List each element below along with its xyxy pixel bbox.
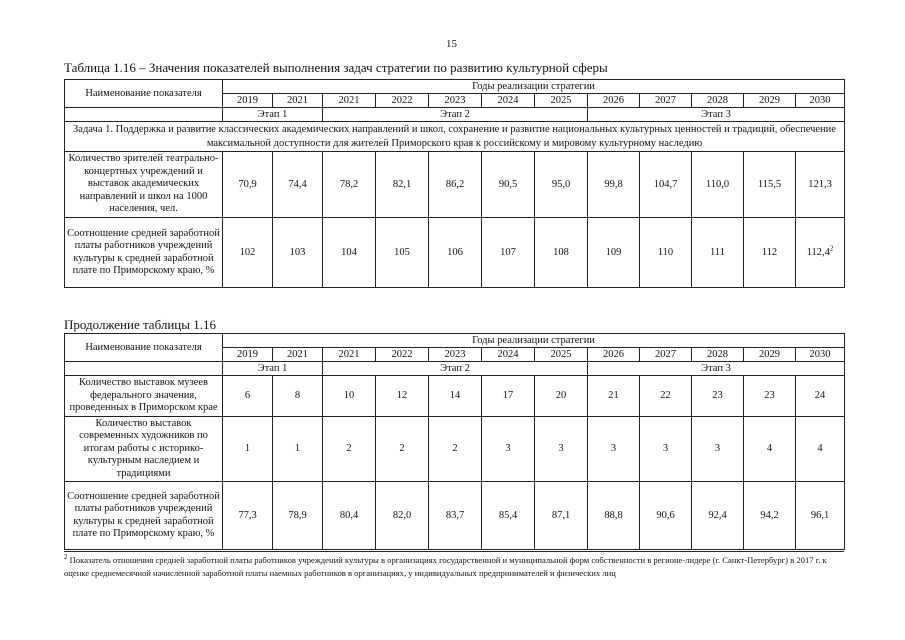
- value-cell: 74,4: [273, 152, 323, 218]
- value-cell: 88,8: [588, 482, 640, 550]
- indicator-name: Количество выставок музеев федерального значения, проведенных в Приморском крае: [65, 376, 223, 417]
- value-cell: 95,0: [535, 152, 588, 218]
- value-cell: 3: [588, 417, 640, 482]
- value-cell: 2: [376, 417, 429, 482]
- indicator-name: Соотношение средней заработной платы работников учреждений культуры к средней заработной плате по Приморскому краю, %: [65, 482, 223, 550]
- value-cell: 102: [223, 218, 273, 288]
- value-cell: 106: [429, 218, 482, 288]
- value-cell: 82,1: [376, 152, 429, 218]
- indicators-table: [64, 79, 845, 288]
- value-cell: 6: [223, 376, 273, 417]
- value-cell: 3: [535, 417, 588, 482]
- year-cell: 2028: [692, 348, 744, 362]
- value-cell: 20: [535, 376, 588, 417]
- year-cell: 2029: [744, 94, 796, 108]
- header-indicator: Наименование показателя: [65, 334, 223, 362]
- value-cell: 12: [376, 376, 429, 417]
- year-cell: 2024: [482, 94, 535, 108]
- table-row: [65, 376, 845, 417]
- footnote-marker: 2: [64, 553, 68, 562]
- empty-cell: [65, 362, 223, 376]
- year-cell: 2029: [744, 348, 796, 362]
- value-cell: 23: [692, 376, 744, 417]
- table-row: [65, 482, 845, 550]
- value-cell: 110: [640, 218, 692, 288]
- table-row: [65, 218, 845, 288]
- table-row: [65, 152, 845, 218]
- year-cell: 2019: [223, 348, 273, 362]
- header-years-group: Годы реализации стратегии: [223, 334, 845, 348]
- value-cell: 104,7: [640, 152, 692, 218]
- value-cell: 96,1: [796, 482, 845, 550]
- value-cell: 4: [744, 417, 796, 482]
- header-indicator: Наименование показателя: [65, 80, 223, 108]
- value-cell: 103: [273, 218, 323, 288]
- indicator-name: Соотношение средней заработной платы работников учреждений культуры к средней заработной плате по Приморскому краю, %: [65, 218, 223, 288]
- year-cell: 2027: [640, 348, 692, 362]
- year-cell: 2025: [535, 94, 588, 108]
- indicators-table-continued: [64, 333, 845, 550]
- value-cell: 23: [744, 376, 796, 417]
- value-cell: 90,5: [482, 152, 535, 218]
- value-cell: 14: [429, 376, 482, 417]
- year-cell: 2021: [273, 94, 323, 108]
- value-cell: 2: [429, 417, 482, 482]
- value-cell: 2: [323, 417, 376, 482]
- value-cell: 3: [692, 417, 744, 482]
- value-cell-with-footnote: [796, 218, 845, 288]
- indicator-name: Количество зрителей театрально-концертных учреждений и выставок академических направлений и школ на 1000 населения, чел.: [65, 152, 223, 218]
- year-cell: 2021: [323, 348, 376, 362]
- indicator-name: Количество выставок современных художников по итогам работы с историко-культурным наследием и традициями: [65, 417, 223, 482]
- value-cell: 110,0: [692, 152, 744, 218]
- stage-1-cell: Этап 1: [223, 362, 323, 376]
- stage-1-cell: Этап 1: [223, 108, 323, 122]
- value-cell: 121,3: [796, 152, 845, 218]
- table-continuation-caption: Продолжение таблицы 1.16: [64, 317, 216, 332]
- value-cell: 4: [796, 417, 845, 482]
- value-cell: 111: [692, 218, 744, 288]
- value-cell: 85,4: [482, 482, 535, 550]
- footnote-text: Показатель отношения средней заработной платы работников учреждений культуры в организациях государственной и муниципальной форм собственности в регионе-лидере (г. Санкт-Петербург) в 2017 г. к оценке среднемесячной начисленной заработной платы наемных работников в организациях, у индивидуальных предпринимателей и физических лиц: [64, 555, 827, 578]
- year-cell: 2026: [588, 348, 640, 362]
- value-cell: 87,1: [535, 482, 588, 550]
- value-cell: 90,6: [640, 482, 692, 550]
- year-cell: 2022: [376, 348, 429, 362]
- value-cell: 3: [640, 417, 692, 482]
- year-cell: 2030: [796, 348, 845, 362]
- value-cell: 86,2: [429, 152, 482, 218]
- value-cell: 108: [535, 218, 588, 288]
- value-cell: 24: [796, 376, 845, 417]
- value-cell: 104: [323, 218, 376, 288]
- value-cell: 8: [273, 376, 323, 417]
- year-cell: 2019: [223, 94, 273, 108]
- value-cell: 78,2: [323, 152, 376, 218]
- stage-2-cell: Этап 2: [323, 362, 588, 376]
- value-cell: 80,4: [323, 482, 376, 550]
- year-cell: 2024: [482, 348, 535, 362]
- empty-cell: [65, 108, 223, 122]
- year-cell: 2027: [640, 94, 692, 108]
- value-cell: 3: [482, 417, 535, 482]
- value-cell: 82,0: [376, 482, 429, 550]
- value-cell: 99,8: [588, 152, 640, 218]
- value-cell: 77,3: [223, 482, 273, 550]
- value-cell: 1: [223, 417, 273, 482]
- value-cell: 105: [376, 218, 429, 288]
- value-cell: 70,9: [223, 152, 273, 218]
- year-cell: 2022: [376, 94, 429, 108]
- value-cell: 1: [273, 417, 323, 482]
- table-caption: Таблица 1.16 – Значения показателей выполнения задач стратегии по развитию культурной сферы: [64, 60, 608, 75]
- value-cell: 78,9: [273, 482, 323, 550]
- value-cell: 109: [588, 218, 640, 288]
- value-text: 112,4: [806, 246, 830, 258]
- value-cell: 115,5: [744, 152, 796, 218]
- year-cell: 2021: [273, 348, 323, 362]
- value-cell: 92,4: [692, 482, 744, 550]
- value-cell: 10: [323, 376, 376, 417]
- value-cell: 94,2: [744, 482, 796, 550]
- value-cell: 83,7: [429, 482, 482, 550]
- year-cell: 2025: [535, 348, 588, 362]
- stage-3-cell: Этап 3: [588, 362, 845, 376]
- year-cell: 2026: [588, 94, 640, 108]
- year-cell: 2021: [323, 94, 376, 108]
- footnote: [64, 551, 844, 579]
- value-cell: 22: [640, 376, 692, 417]
- year-cell: 2030: [796, 94, 845, 108]
- value-cell: 112: [744, 218, 796, 288]
- value-cell: 17: [482, 376, 535, 417]
- table-row: [65, 417, 845, 482]
- stage-2-cell: Этап 2: [323, 108, 588, 122]
- header-years-group: Годы реализации стратегии: [223, 80, 845, 94]
- year-cell: 2023: [429, 94, 482, 108]
- task-row: Задача 1. Поддержка и развитие классических академических направлений и школ, сохранение и развитие национальных культурных ценностей и традиций, обеспечение максимальной доступности для жителей Приморского края к российскому и мировому культурному наследию: [65, 122, 845, 152]
- page-number: 15: [446, 38, 457, 50]
- stage-3-cell: Этап 3: [588, 108, 845, 122]
- year-cell: 2028: [692, 94, 744, 108]
- value-cell: 21: [588, 376, 640, 417]
- footnote-ref: 2: [829, 244, 834, 252]
- value-cell: 107: [482, 218, 535, 288]
- year-cell: 2023: [429, 348, 482, 362]
